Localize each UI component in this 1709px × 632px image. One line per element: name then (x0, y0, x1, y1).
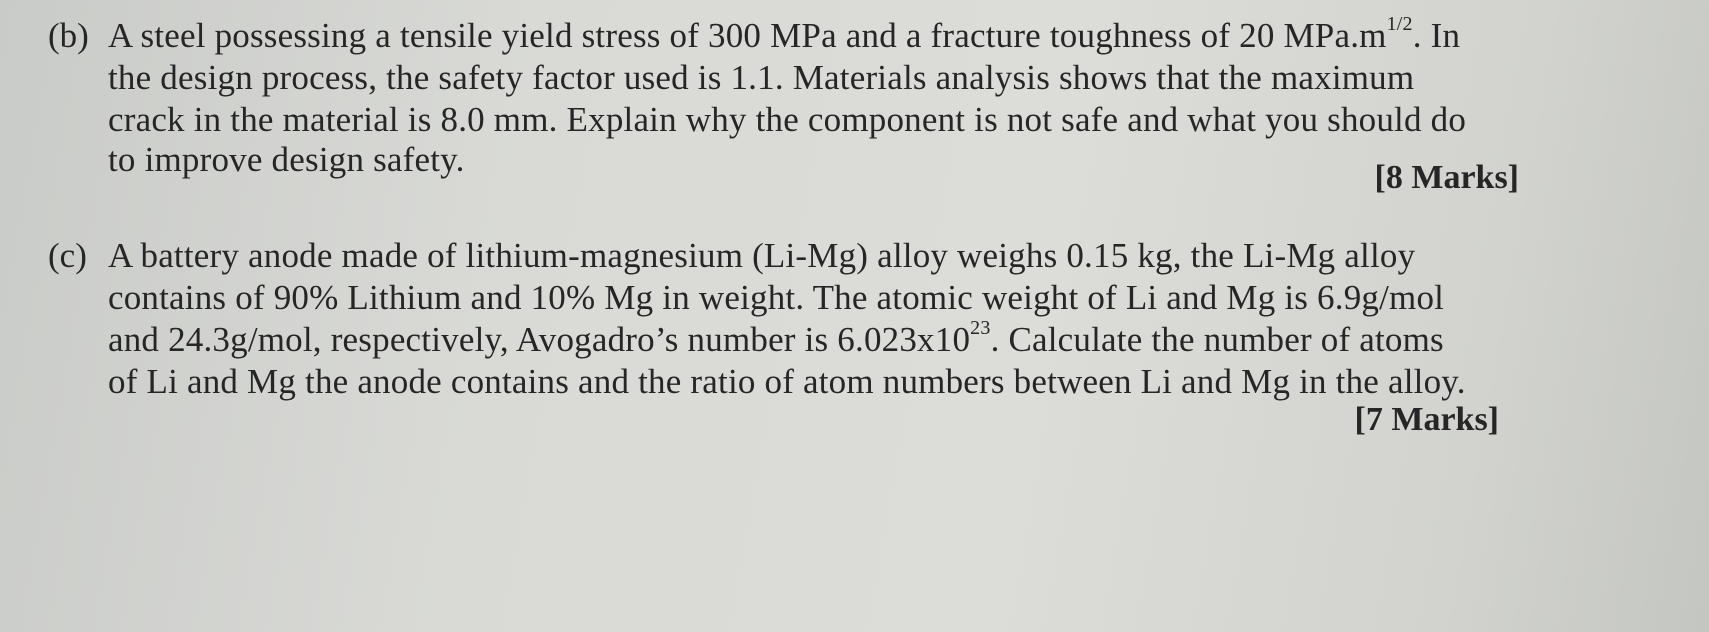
question-c-line-3-superscript: 23 (970, 317, 991, 340)
question-b-line-4: to improve design safety. (108, 140, 465, 179)
question-c-line-3 (108, 317, 1444, 360)
question-c-line-1: A battery anode made of lithium-magnesium (Li-Mg) alloy weighs 0.15 kg, the Li-Mg alloy (108, 236, 1416, 275)
question-b-marks: [8 Marks] (1374, 159, 1519, 196)
question-b-line-2: the design process, the safety factor used is 1.1. Materials analysis shows that the maximum (108, 58, 1415, 97)
question-c-line-3-tail: . Calculate the number of atoms (990, 320, 1444, 359)
question-b-line-1-tail: . In (1412, 16, 1461, 55)
question-c-label: (c) (48, 236, 87, 275)
question-b-line-1-text: A steel possessing a tensile yield stress of 300 MPa and a fracture toughness of 20 MPa.m (108, 16, 1387, 55)
question-b-label: (b) (48, 16, 89, 55)
question-c-line-4: of Li and Mg the anode contains and the ratio of atom numbers between Li and Mg in the alloy. (108, 362, 1466, 401)
question-b-line-1 (108, 13, 1461, 56)
question-b-line-3: crack in the material is 8.0 mm. Explain why the component is not safe and what you should do (108, 100, 1467, 139)
question-c-line-2: contains of 90% Lithium and 10% Mg in weight. The atomic weight of Li and Mg is 6.9g/mol (108, 278, 1445, 317)
question-c-line-3-text: and 24.3g/mol, respectively, Avogadro’s number is 6.023x10 (108, 320, 971, 359)
question-c-marks: [7 Marks] (1354, 401, 1499, 438)
question-b-line-1-superscript: 1/2 (1386, 13, 1413, 36)
